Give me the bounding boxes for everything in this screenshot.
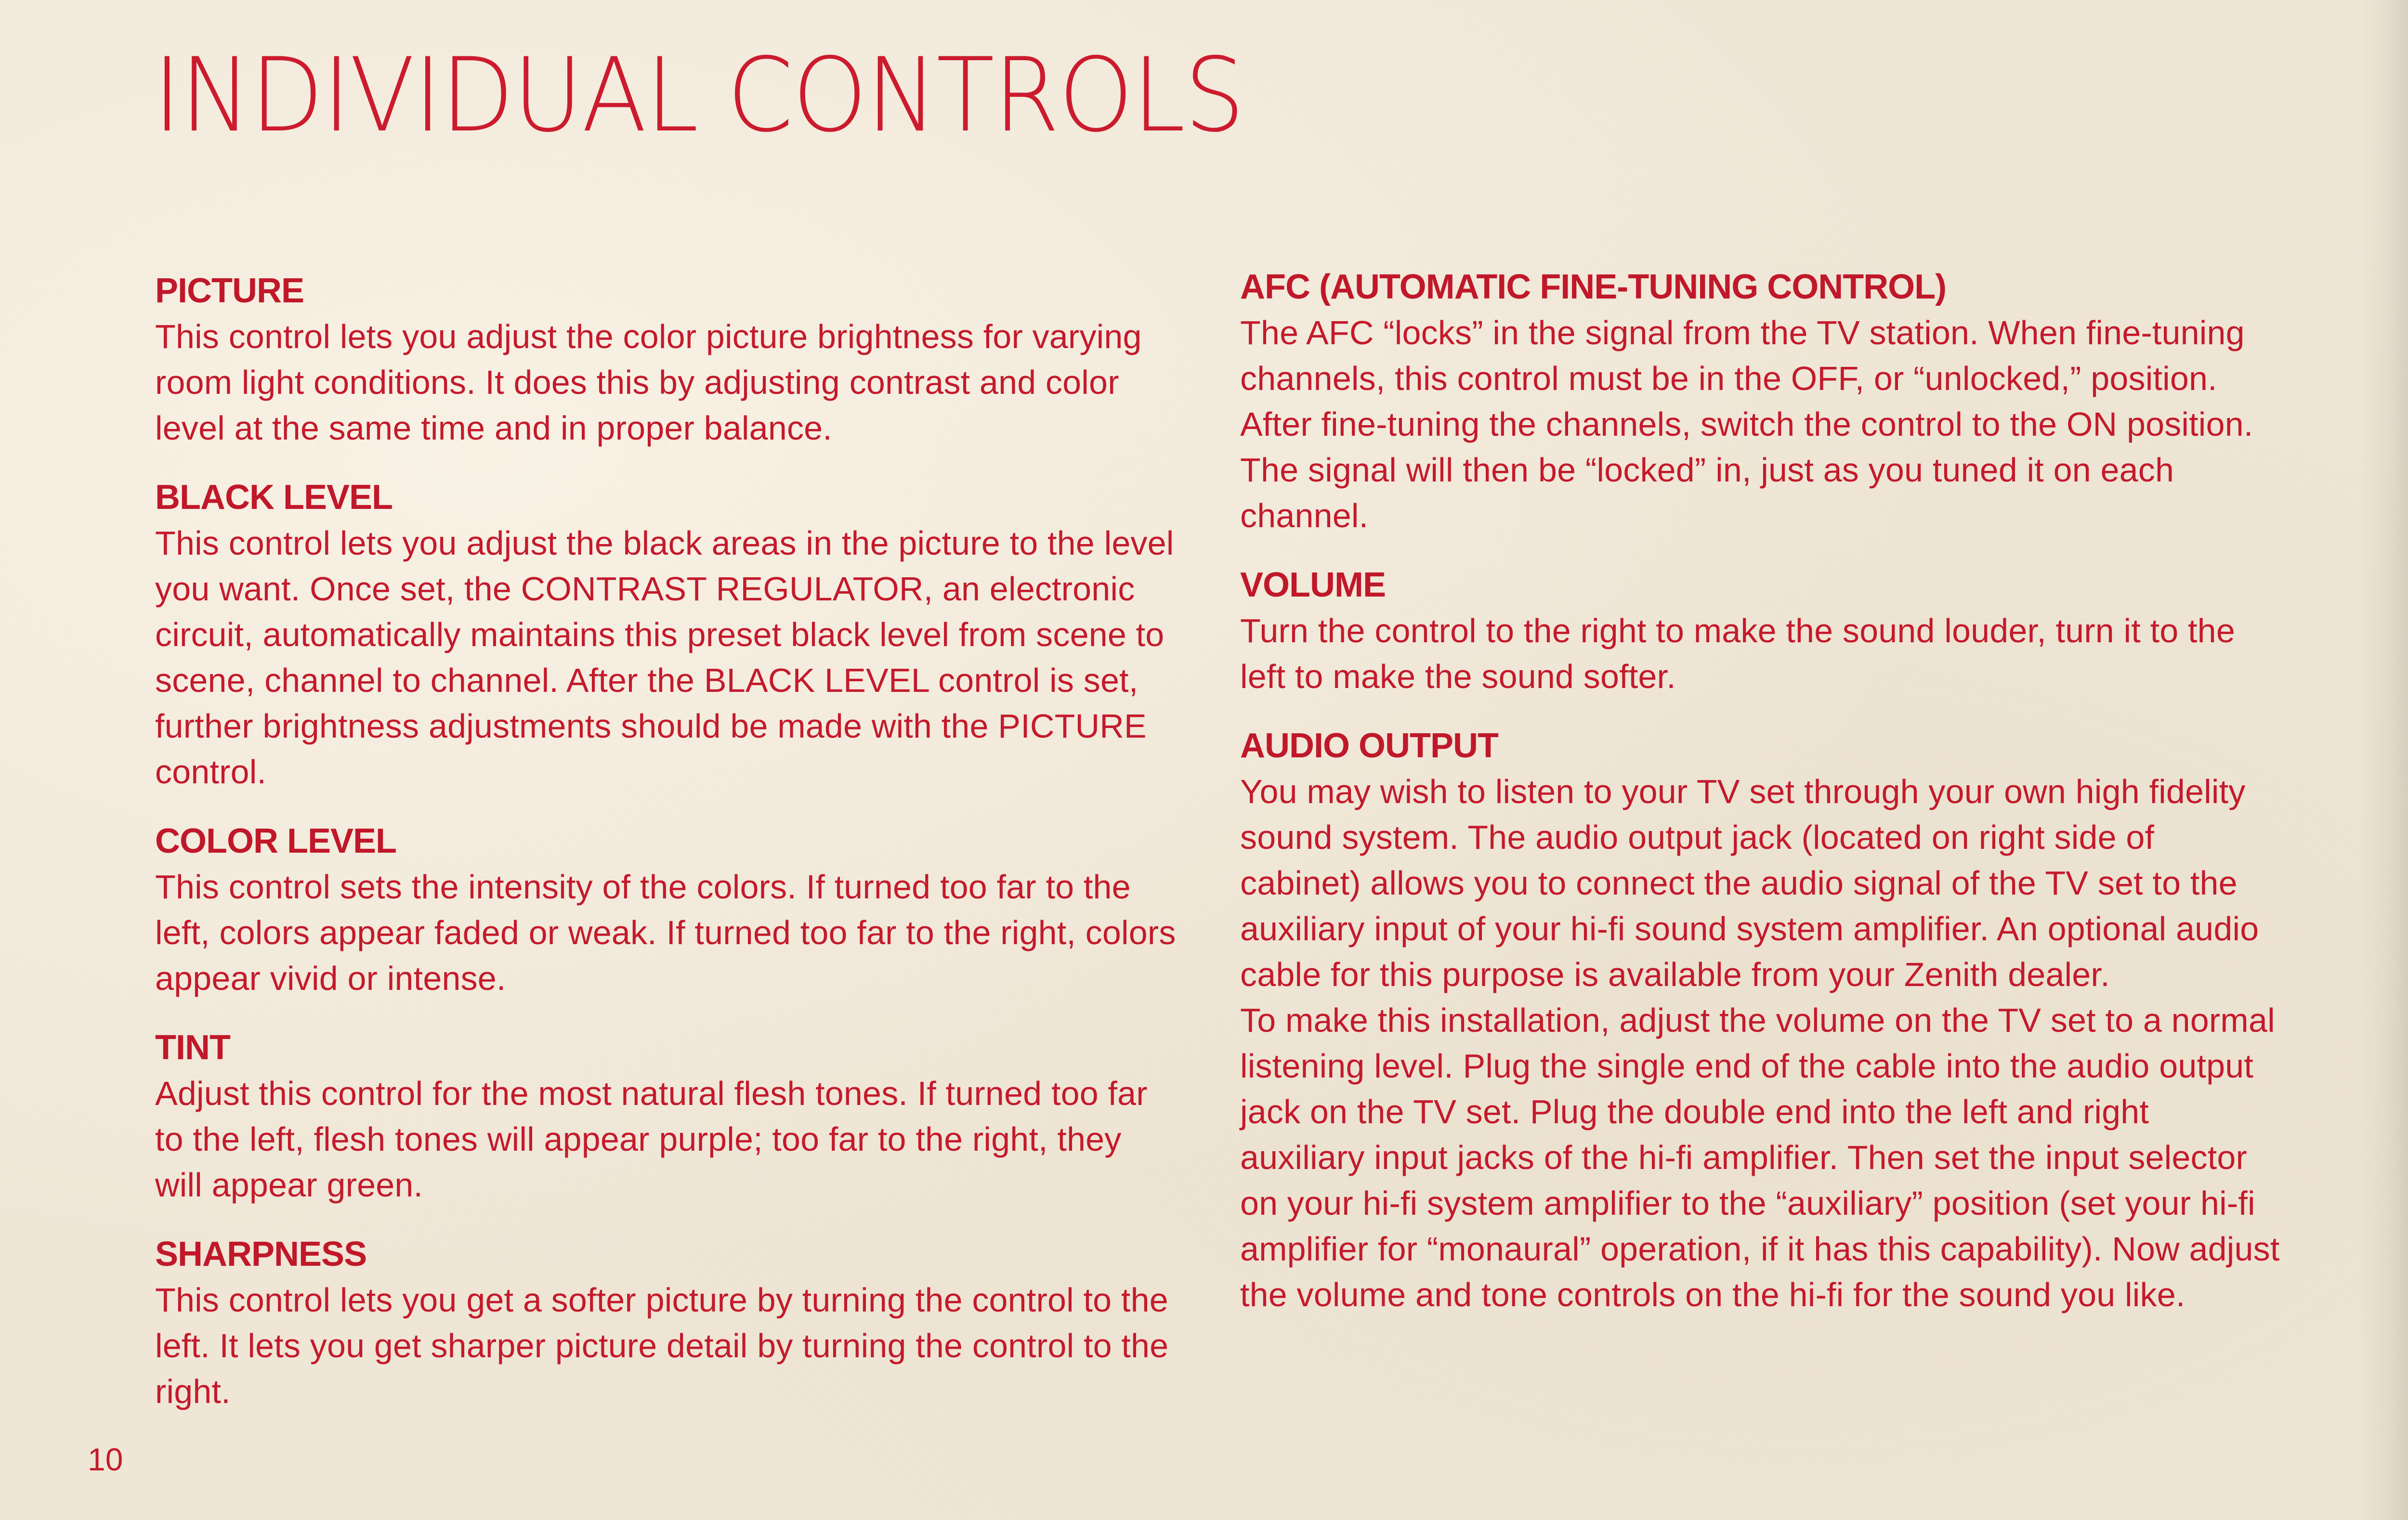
section-tint <box>155 1025 1176 1208</box>
section-body: Turn the control to the right to make the sound louder, turn it to the left to make the sound softer. <box>1240 612 2235 695</box>
section-heading: BLACK LEVEL <box>155 478 393 517</box>
section-audio-output <box>1240 723 2280 1318</box>
section-body: This control sets the intensity of the colors. If turned too far to the left, colors appear faded or weak. If turned too far to the right, colors appear vivid or intense. <box>155 868 1176 997</box>
section-heading: VOLUME <box>1240 566 1386 604</box>
section-body: The AFC “locks” in the signal from the TV station. When fine-tuning channels, this control must be in the OFF, or “unlocked,” position. After fine-tuning the channels, switch the control to the ON position. The signal will then be “locked” in, just as you tuned it on each channel. <box>1240 314 2253 534</box>
section-heading: AUDIO OUTPUT <box>1240 727 1498 765</box>
section-color-level <box>155 818 1176 1001</box>
page-title: INDIVIDUAL CONTROLS <box>153 36 1244 155</box>
section-heading: COLOR LEVEL <box>155 822 397 860</box>
section-heading: TINT <box>155 1028 230 1067</box>
page-edge-shadow <box>2359 0 2408 1520</box>
section-body: To make this installation, adjust the volume on the TV set to a normal listening level. Plug the single end of the cable into the audio output jack on the TV set. Plug the double end into the left and right auxiliary input jacks of the hi-fi amplifier. Then set the input selector on your hi-fi system amplifier to the “auxiliary” position (set your hi-fi amplifier for “monaural” operation, if it has this capability). Now adjust the volume and tone controls on the hi-fi for the sound you like. <box>1240 1001 2280 1313</box>
section-picture <box>155 268 1176 451</box>
right-column <box>1240 264 2280 1341</box>
section-body: This control lets you get a softer picture by turning the control to the left. It lets you get sharper picture detail by turning the control to the right. <box>155 1281 1169 1410</box>
section-body: This control lets you adjust the color picture brightness for varying room light conditions. It does this by adjusting contrast and color level at the same time and in proper balance. <box>155 318 1142 447</box>
section-sharpness <box>155 1231 1176 1415</box>
section-afc <box>1240 264 2280 539</box>
section-heading: AFC (AUTOMATIC FINE-TUNING CONTROL) <box>1240 268 1947 306</box>
section-heading: PICTURE <box>155 272 304 310</box>
left-column <box>155 268 1176 1438</box>
section-body: You may wish to listen to your TV set through your own high fidelity sound system. The audio output jack (located on right side of cabinet) allows you to connect the audio signal of the TV set to the auxiliary input of your hi-fi sound system amplifier. An optional audio cable for this purpose is available from your Zenith dealer. <box>1240 773 2259 993</box>
section-black-level <box>155 474 1176 795</box>
page-number: 10 <box>88 1442 123 1477</box>
section-volume <box>1240 562 2280 700</box>
section-body: This control lets you adjust the black areas in the picture to the level you want. Once set, the CONTRAST REGULATOR, an electronic circuit, automatically maintains this preset black level from scene to scene, channel to channel. After the BLACK LEVEL control is set, further brightness adjustments should be made with the PICTURE control. <box>155 524 1174 791</box>
section-heading: SHARPNESS <box>155 1235 367 1273</box>
section-body: Adjust this control for the most natural flesh tones. If turned too far to the left, flesh tones will appear purple; too far to the right, they will appear green. <box>155 1075 1148 1204</box>
